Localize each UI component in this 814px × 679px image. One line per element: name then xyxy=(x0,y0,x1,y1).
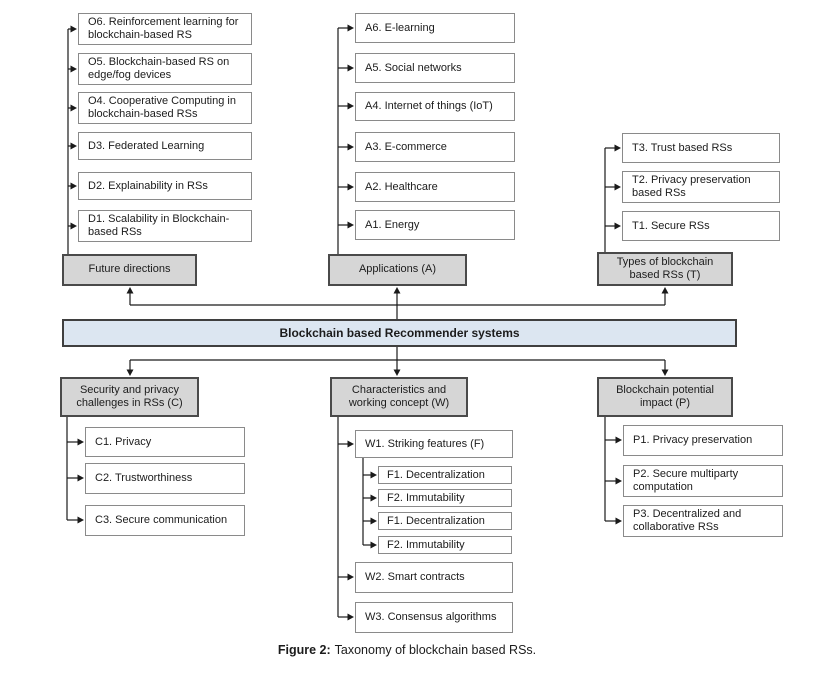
header-types: Types of blockchain based RSs (T) xyxy=(597,252,733,286)
connector-potential-impact xyxy=(605,417,616,521)
node-c2: C2. Trustworthiness xyxy=(85,463,245,494)
node-o6: O6. Reinforcement learning for blockchain-based RS xyxy=(78,13,252,45)
header-security: Security and privacy challenges in RSs (C) xyxy=(60,377,199,417)
figure-caption xyxy=(0,643,814,657)
node-a6: A6. E-learning xyxy=(355,13,515,43)
node-f2-b: F2. Immutability xyxy=(378,536,512,554)
node-c3: C3. Secure communication xyxy=(85,505,245,536)
node-o5: O5. Blockchain-based RS on edge/fog devices xyxy=(78,53,252,85)
header-characteristics: Characteristics and working concept (W) xyxy=(330,377,468,417)
connector-future-directions xyxy=(68,29,71,254)
header-applications: Applications (A) xyxy=(328,254,467,286)
node-w1: W1. Striking features (F) xyxy=(355,430,513,458)
node-c1: C1. Privacy xyxy=(85,427,245,457)
node-d1: D1. Scalability in Blockchain-based RSs xyxy=(78,210,252,242)
node-o4: O4. Cooperative Computing in blockchain-based RSs xyxy=(78,92,252,124)
connector-root-top xyxy=(130,293,665,319)
node-w3: W3. Consensus algorithms xyxy=(355,602,513,633)
node-t2: T2. Privacy preservation based RSs xyxy=(622,171,780,203)
node-t3: T3. Trust based RSs xyxy=(622,133,780,163)
node-d2: D2. Explainability in RSs xyxy=(78,172,252,200)
node-a4: A4. Internet of things (IoT) xyxy=(355,92,515,121)
node-w2: W2. Smart contracts xyxy=(355,562,513,593)
node-p3: P3. Decentralized and collaborative RSs xyxy=(623,505,783,537)
connector-applications xyxy=(338,28,348,254)
connector-root-bottom xyxy=(130,347,665,370)
node-p2: P2. Secure multiparty computation xyxy=(623,465,783,497)
node-d3: D3. Federated Learning xyxy=(78,132,252,160)
node-f2-a: F2. Immutability xyxy=(378,489,512,507)
node-a2: A2. Healthcare xyxy=(355,172,515,202)
figure-caption-text: Taxonomy of blockchain based RSs. xyxy=(334,643,537,657)
node-f1-a: F1. Decentralization xyxy=(378,466,512,484)
connector-security xyxy=(67,417,78,520)
node-p1: P1. Privacy preservation xyxy=(623,425,783,456)
node-t1: T1. Secure RSs xyxy=(622,211,780,241)
header-potential-impact: Blockchain potential impact (P) xyxy=(597,377,733,417)
header-future-directions: Future directions xyxy=(62,254,197,286)
root-node: Blockchain based Recommender systems xyxy=(62,319,737,347)
connector-types xyxy=(605,148,615,252)
node-f1-b: F1. Decentralization xyxy=(378,512,512,530)
node-a3: A3. E-commerce xyxy=(355,132,515,162)
node-a1: A1. Energy xyxy=(355,210,515,240)
figure-caption-label: Figure 2: xyxy=(277,643,331,657)
node-a5: A5. Social networks xyxy=(355,53,515,83)
